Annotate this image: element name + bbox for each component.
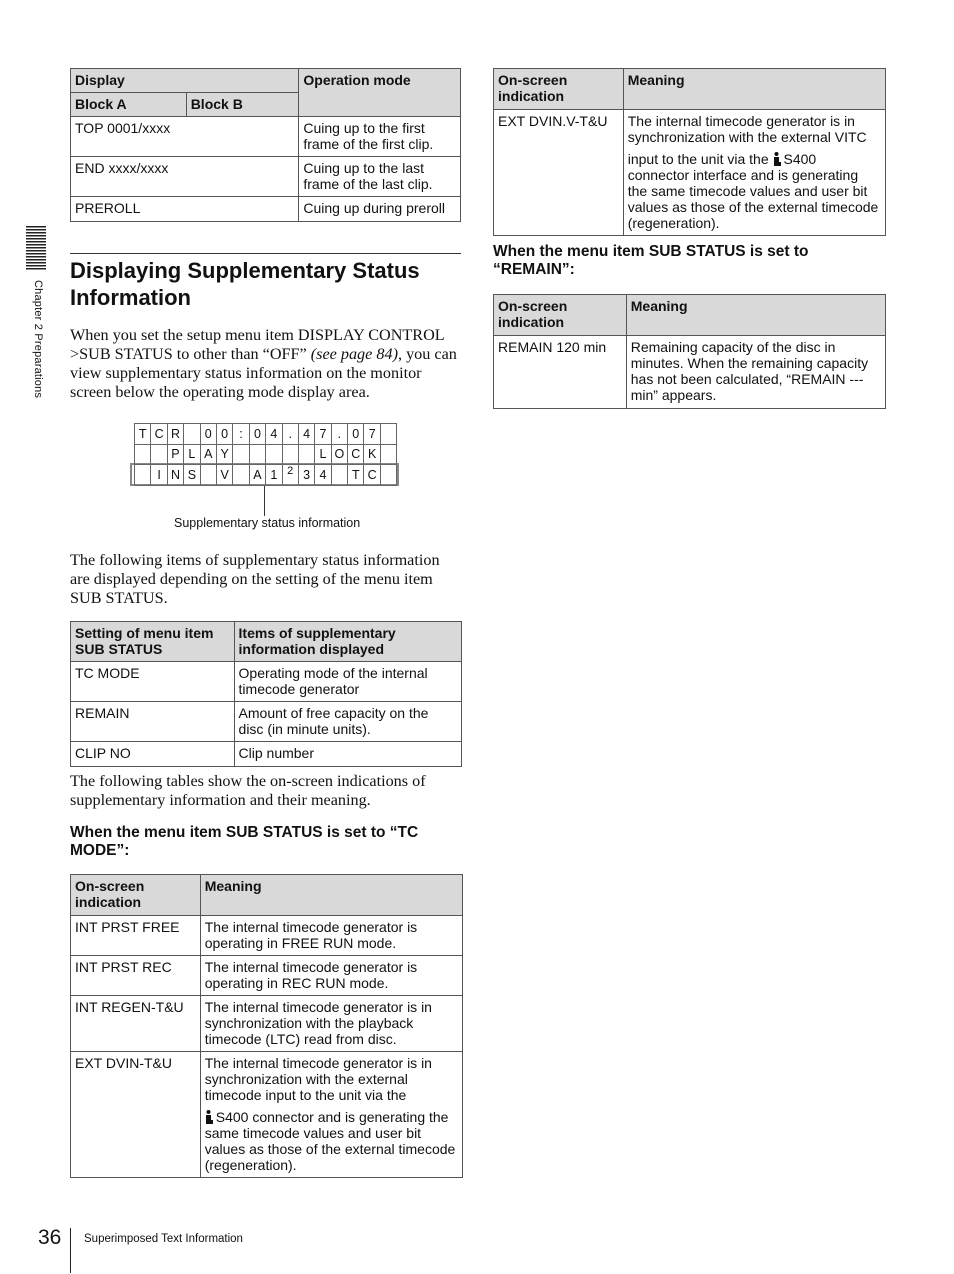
display-char: R [167, 424, 183, 445]
display-char: . [331, 424, 347, 445]
table-cell: The internal timecode generator is operating in REC RUN mode. [200, 956, 462, 996]
display-char [135, 444, 151, 465]
i-link-s400-icon [773, 152, 782, 166]
display-char [233, 465, 249, 486]
header-indication: On-screen indication [494, 69, 624, 110]
display-row [135, 444, 397, 465]
intro-paragraph: When you set the setup menu item DISPLAY CONTROL >SUB STATUS to other than “OFF” (see page 84), you can view supplementary status information on the monitor screen below the operating mode display area. [70, 326, 457, 401]
header-items: Items of supplementary information displayed [234, 622, 461, 662]
table-cell: Cuing up during preroll [299, 197, 461, 222]
display-char: V [216, 465, 232, 486]
display-char: T [348, 465, 364, 486]
table-cell: EXT DVIN.V-T&U [494, 110, 624, 236]
display-char [380, 465, 396, 486]
display-char: 1 [266, 465, 282, 486]
table-cell: INT PRST REC [71, 956, 201, 996]
display-char [331, 465, 347, 486]
page-reference: (see page 84) [310, 345, 398, 363]
following-paragraph-2: The following tables show the on-screen indications of supplementary information and their meaning. [70, 772, 426, 809]
sub-status-table [70, 621, 462, 767]
table-cell: The internal timecode generator is in synchronization with the playback timecode (LTC) read from disc. [200, 996, 462, 1052]
display-char [380, 424, 396, 445]
display-char: 2 [282, 465, 298, 486]
display-char: C [151, 424, 167, 445]
chapter-label: Chapter 2 Preparations [32, 280, 44, 399]
display-char [298, 444, 314, 465]
following-paragraph-1: The following items of supplementary status information are displayed depending on the setting of the menu item SUB STATUS. [70, 551, 440, 607]
table-cell: REMAIN [71, 702, 235, 742]
display-char: . [282, 424, 298, 445]
display-char: T [135, 424, 151, 445]
display-char: L [184, 444, 200, 465]
table-cell: Cuing up to the last frame of the last clip. [299, 157, 461, 197]
display-char: I [151, 465, 167, 486]
display-char: A [200, 444, 216, 465]
display-char: 0 [348, 424, 364, 445]
table-cell: TC MODE [71, 662, 235, 702]
table-cell: EXT DVIN-T&U [71, 1052, 201, 1178]
table-cell: The internal timecode generator is in synchronization with the external timecode input to the unit via the S400 connector and is generating the same timecode values and user bit values as those of the external timecode (regeneration). [200, 1052, 462, 1178]
table-cell: Clip number [234, 742, 461, 767]
header-display: Display [71, 69, 299, 93]
display-char: C [348, 444, 364, 465]
tc-mode-heading: When the menu item SUB STATUS is set to “TC MODE”: [70, 824, 419, 859]
header-meaning: Meaning [200, 875, 462, 916]
display-grid [134, 423, 397, 486]
display-char: P [167, 444, 183, 465]
display-char: 0 [200, 424, 216, 445]
table-cell: INT PRST FREE [71, 916, 201, 956]
diagram-caption: Supplementary status information [174, 516, 361, 530]
display-char [233, 444, 249, 465]
display-char: 7 [364, 424, 380, 445]
footer-rule [70, 1228, 71, 1273]
header-indication: On-screen indication [71, 875, 201, 916]
table-cell: The internal timecode generator is operating in FREE RUN mode. [200, 916, 462, 956]
operation-mode-table [70, 68, 461, 222]
display-char: L [315, 444, 331, 465]
table-cell: TOP 0001/xxxx [71, 117, 299, 157]
header-meaning: Meaning [623, 69, 885, 110]
table-cell: Operating mode of the internal timecode generator [234, 662, 461, 702]
table-cell: Amount of free capacity on the disc (in minute units). [234, 702, 461, 742]
display-char [282, 444, 298, 465]
display-char: 3 [298, 465, 314, 486]
display-char: Y [216, 444, 232, 465]
header-indication: On-screen indication [494, 295, 627, 336]
display-char [380, 444, 396, 465]
header-meaning: Meaning [626, 295, 885, 336]
table-cell: CLIP NO [71, 742, 235, 767]
display-char [249, 444, 265, 465]
display-char [184, 424, 200, 445]
display-char: S [184, 465, 200, 486]
display-row [135, 465, 397, 486]
section-rule [70, 253, 461, 254]
header-setting: Setting of menu item SUB STATUS [71, 622, 235, 662]
header-block-a: Block A [71, 93, 187, 117]
vitc-table [493, 68, 886, 236]
footer-section: Superimposed Text Information [84, 1233, 243, 1245]
display-char: O [331, 444, 347, 465]
display-char [266, 444, 282, 465]
section-title: Displaying Supplementary Status Information [70, 258, 420, 310]
tc-mode-table [70, 874, 463, 1178]
i-link-s400-icon [205, 1110, 214, 1124]
display-row [135, 424, 397, 445]
display-char: 4 [266, 424, 282, 445]
table-cell: INT REGEN-T&U [71, 996, 201, 1052]
remain-heading: When the menu item SUB STATUS is set to “REMAIN”: [493, 243, 809, 278]
caption-leader-line [264, 486, 265, 516]
page-number: 36 [38, 1226, 62, 1249]
table-cell: The internal timecode generator is in synchronization with the external VITC input to the unit via the S400 connector interface and is generating the same timecode values and user bit values as those of the external timecode (regeneration). [623, 110, 885, 236]
display-char [135, 465, 151, 486]
display-char: : [233, 424, 249, 445]
display-char: 4 [298, 424, 314, 445]
display-char: C [364, 465, 380, 486]
header-operation-mode: Operation mode [299, 69, 461, 117]
display-char: 7 [315, 424, 331, 445]
display-char: N [167, 465, 183, 486]
table-cell: REMAIN 120 min [494, 336, 627, 409]
display-char: 0 [249, 424, 265, 445]
table-cell: PREROLL [71, 197, 299, 222]
display-char [151, 444, 167, 465]
remain-table [493, 294, 886, 409]
display-char: A [249, 465, 265, 486]
chapter-tab-marker [26, 226, 46, 270]
table-cell: Remaining capacity of the disc in minutes. When the remaining capacity has not been calculated, “REMAIN --- min” appears. [626, 336, 885, 409]
display-char [200, 465, 216, 486]
display-char: 4 [315, 465, 331, 486]
display-char: K [364, 444, 380, 465]
table-cell: END xxxx/xxxx [71, 157, 299, 197]
header-block-b: Block B [186, 93, 299, 117]
display-char: 0 [216, 424, 232, 445]
table-cell: Cuing up to the first frame of the first clip. [299, 117, 461, 157]
